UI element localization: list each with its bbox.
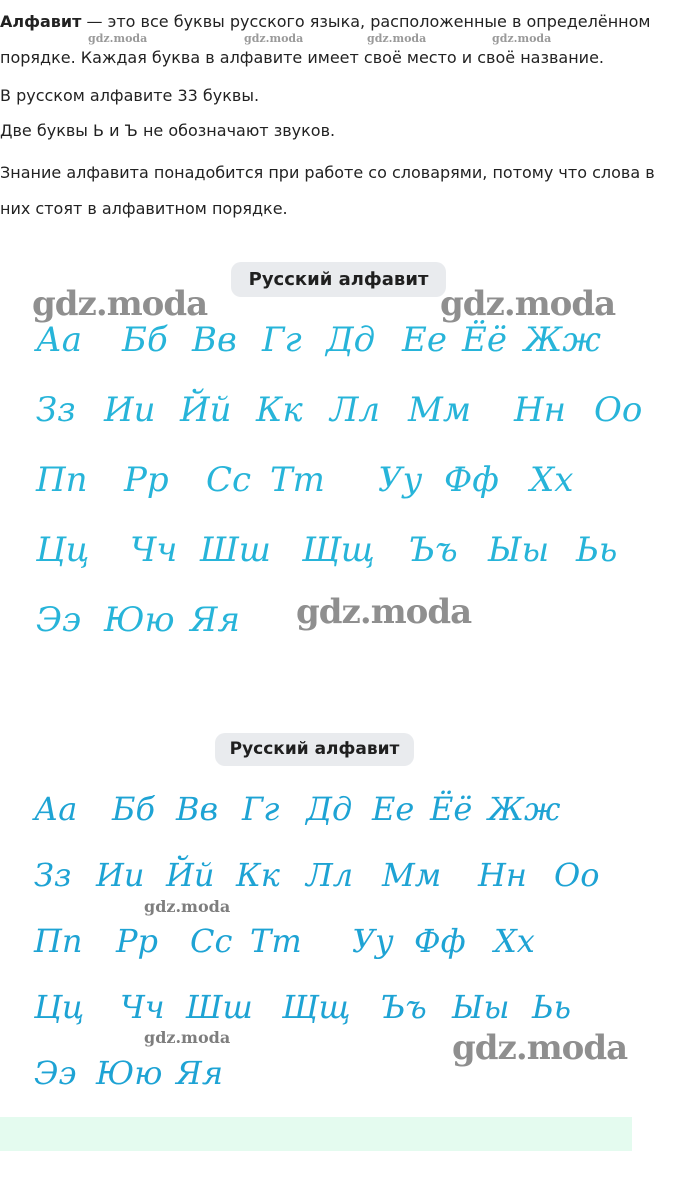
letter-pair: Зз (34, 856, 72, 894)
watermark: gdz.moda (144, 1028, 231, 1047)
letter-pair: Аа (36, 320, 83, 360)
letter-pair: Щщ (302, 530, 375, 570)
watermark: gdz.moda (492, 32, 552, 45)
alphabet-title-2: Русский алфавит (215, 733, 414, 766)
letter-pair: Фф (444, 460, 499, 500)
watermark: gdz.moda (244, 32, 304, 45)
silent-letters-paragraph: Две буквы Ь и Ъ не обозначают звуков. (0, 121, 336, 140)
letter-pair: Ъъ (408, 530, 458, 570)
letter-pair: Шш (186, 988, 253, 1026)
watermark: gdz.moda (88, 32, 148, 45)
letter-pair: Яя (190, 600, 240, 640)
letter-pair: Ьь (576, 530, 618, 570)
letter-pair: Нн (514, 390, 567, 430)
alphabet-chart-1 (0, 320, 680, 670)
letter-pair: Шш (200, 530, 272, 570)
letter-pair: Щщ (282, 988, 351, 1026)
letter-pair: Тт (270, 460, 325, 500)
letter-pair: Дд (306, 790, 353, 828)
letter-pair: Йй (166, 856, 215, 894)
letter-pair: Дд (326, 320, 376, 360)
watermark: gdz.moda (296, 592, 472, 632)
letter-pair: Рр (116, 922, 159, 960)
letter-pair: Цц (34, 988, 85, 1026)
letter-pair: Ии (104, 390, 156, 430)
alphabet-row (0, 856, 680, 922)
letter-pair: Сс (190, 922, 233, 960)
watermark: gdz.moda (144, 897, 231, 916)
letter-pair: Ии (96, 856, 145, 894)
bottom-banner (0, 1117, 632, 1151)
letter-pair: Чч (120, 988, 165, 1026)
alphabet-row (0, 320, 680, 390)
letter-pair: Бб (112, 790, 156, 828)
letter-pair: Бб (122, 320, 168, 360)
letter-pair: Мм (408, 390, 472, 430)
definition-text: — это все буквы русского языка, расположенные в определённом порядке. Каждая буква в алфавите имеет своё место и своё название. (0, 12, 651, 67)
watermark: gdz.moda (440, 284, 616, 324)
letter-pair: Кк (236, 856, 280, 894)
letter-pair: Ее (372, 790, 415, 828)
letter-pair: Вв (176, 790, 219, 828)
letter-pair: Аа (34, 790, 78, 828)
letter-pair: Ёё (430, 790, 473, 828)
letter-pair: Жж (488, 790, 561, 828)
letter-pair: Ьь (532, 988, 571, 1026)
alphabet-chart-2 (0, 790, 680, 1120)
letter-pair: Рр (124, 460, 169, 500)
alphabet-row (0, 390, 680, 460)
letter-pair: Юю (104, 600, 175, 640)
letters-count-paragraph: В русском алфавите 33 буквы. (0, 86, 260, 105)
letter-pair: Ыы (452, 988, 510, 1026)
dictionary-paragraph: Знание алфавита понадобится при работе со словарями, потому что слова в них стоят в алфавитном порядке. (0, 163, 655, 218)
letter-pair: Сс (206, 460, 252, 500)
letter-pair: Яя (176, 1054, 224, 1092)
letter-pair: Ээ (36, 600, 82, 640)
term-alphabet: Алфавит (0, 12, 82, 31)
watermark: gdz.moda (32, 284, 208, 324)
alphabet-row (0, 790, 680, 856)
letter-pair: Тт (250, 922, 302, 960)
letter-pair: Нн (478, 856, 527, 894)
letter-pair: Хх (494, 922, 535, 960)
letter-pair: Ъъ (380, 988, 427, 1026)
letter-pair: Мм (382, 856, 442, 894)
letter-pair: Йй (180, 390, 232, 430)
letter-pair: Пп (36, 460, 88, 500)
letter-pair: Ёё (462, 320, 507, 360)
letter-pair: Лл (330, 390, 381, 430)
letter-pair: Гг (262, 320, 302, 360)
letter-pair: Цц (36, 530, 90, 570)
letter-pair: Ыы (488, 530, 550, 570)
alphabet-row (0, 600, 680, 670)
watermark: gdz.moda (452, 1028, 628, 1068)
letter-pair: Лл (306, 856, 354, 894)
letter-pair: Ее (402, 320, 447, 360)
letter-pair: Жж (524, 320, 601, 360)
alphabet-row (0, 988, 680, 1054)
letter-pair: Кк (256, 390, 303, 430)
letter-pair: Вв (192, 320, 237, 360)
letter-pair: Зз (36, 390, 76, 430)
watermark: gdz.moda (367, 32, 427, 45)
alphabet-row (0, 1054, 680, 1120)
letter-pair: Уу (352, 922, 394, 960)
letter-pair: Уу (378, 460, 423, 500)
letter-pair: Хх (530, 460, 574, 500)
letter-pair: Фф (414, 922, 466, 960)
letter-pair: Чч (130, 530, 178, 570)
alphabet-title-1: Русский алфавит (231, 262, 446, 297)
alphabet-row (0, 530, 680, 600)
letter-pair: Юю (96, 1054, 163, 1092)
letter-pair: Гг (242, 790, 280, 828)
alphabet-row (0, 460, 680, 530)
letter-pair: Оо (554, 856, 600, 894)
alphabet-row (0, 922, 680, 988)
letter-pair: Пп (34, 922, 83, 960)
letter-pair: Ээ (34, 1054, 77, 1092)
letter-pair: Оо (594, 390, 643, 430)
